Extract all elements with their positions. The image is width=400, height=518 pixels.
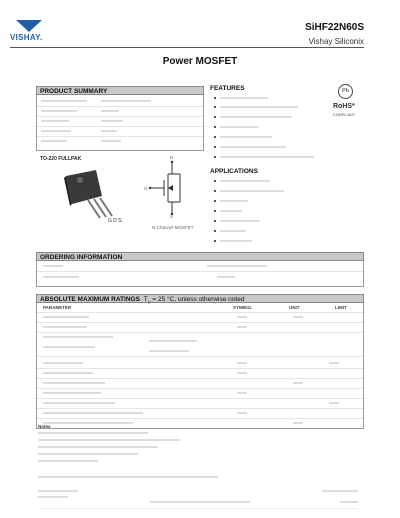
rohs-compliant-text: COMPLIANT <box>333 113 356 117</box>
pin-s-label: S <box>170 214 174 219</box>
ratings-box <box>36 294 364 429</box>
features-heading: FEATURES <box>210 85 245 92</box>
logo-triangle-icon <box>16 20 42 32</box>
ordering-box <box>36 252 364 287</box>
ratings-heading: ABSOLUTE MAXIMUM RATINGS <box>40 296 140 303</box>
part-number: SiHF22N60S <box>305 22 364 33</box>
ratings-condition: $T_C = 25$ °C, unless otherwise noted <box>143 296 245 305</box>
mosfet-symbol <box>146 158 196 220</box>
pin-g-label: G <box>144 186 148 191</box>
col-symbol: SYMBOL <box>233 305 253 310</box>
applications-heading: APPLICATIONS <box>210 168 258 175</box>
schematic-caption: N-Channel MOSFET <box>152 225 194 230</box>
logo-wordmark: VISHAY. <box>10 33 43 42</box>
pin-d-label: D <box>170 155 174 160</box>
document-title: Power MOSFET <box>162 56 238 67</box>
header-rule <box>10 47 364 48</box>
col-unit: UNIT <box>289 305 300 310</box>
package-label: TO-220 FULLPAK <box>40 156 82 162</box>
product-summary-box <box>36 86 204 151</box>
ratings-heading-bar <box>36 294 364 303</box>
col-parameter: PARAMETER <box>43 305 72 310</box>
product-summary-body <box>36 95 204 151</box>
rohs-label: RoHS* <box>333 103 355 110</box>
col-limit: LIMIT <box>335 305 347 310</box>
ordering-body <box>36 261 364 287</box>
ordering-heading: ORDERING INFORMATION <box>36 252 364 261</box>
package-drawing <box>58 166 128 226</box>
ratings-body <box>36 303 364 429</box>
notes-heading: Notes <box>38 424 51 429</box>
vishay-logo <box>10 20 52 42</box>
product-summary-heading: PRODUCT SUMMARY <box>36 86 204 95</box>
package-pins: G D S <box>108 218 122 224</box>
company-name: Vishay Siliconix <box>308 37 364 46</box>
pb-free-icon: Pb <box>338 84 353 99</box>
